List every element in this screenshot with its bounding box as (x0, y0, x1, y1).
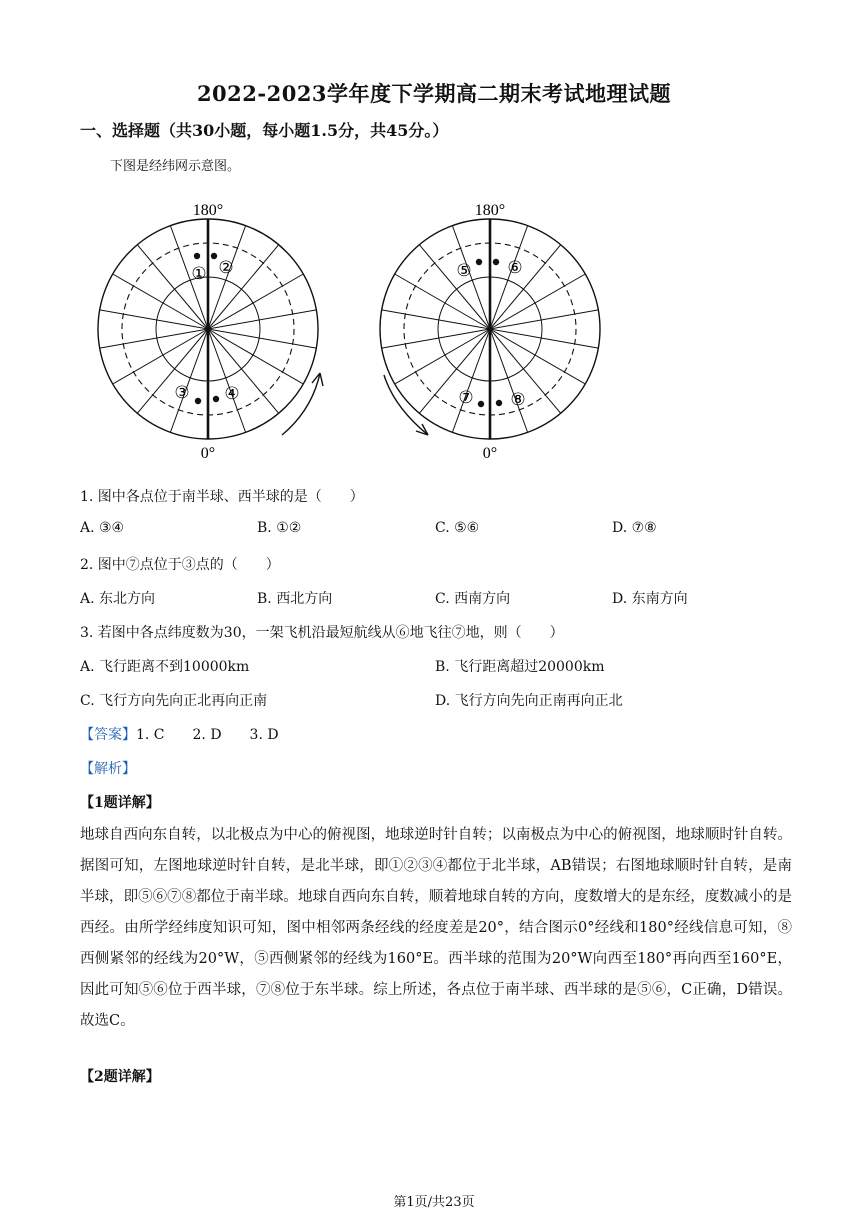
page-title: 2022-2023学年度下学期高二期末考试地理试题 (196, 81, 672, 106)
meridian-line (490, 245, 561, 329)
question-1-stem: 1. 图中各点位于南半球、西半球的是（ ） (80, 489, 364, 505)
page-footer: 第1页/共23页 (393, 1195, 475, 1210)
question-3-option-d: D. 飞行方向先向正南再向正北 (435, 693, 623, 709)
question-3-stem: 3. 若图中各点纬度数为30，一架飞机沿最短航线从⑥地飞往⑦地，则（ ） (80, 625, 564, 641)
left-point-dot (195, 398, 201, 404)
left-0-label: 0° (200, 445, 216, 462)
mark-3: ③ (174, 383, 190, 403)
question-2-option-c: C. 西南方向 (435, 591, 511, 607)
question-1-option-a: A. ③④ (80, 520, 125, 536)
detail-1-paragraph: 地球自西向东自转，以北极点为中心的俯视图，地球逆时针自转；以南极点为中心的俯视图，地球顺时针自转。据图可知，左图地球逆时针自转，是北半球，即①②③④都位于北半球，AB错误；右图地球顺时针自转，是南半球，即⑤⑥⑦⑧都位于南半球。地球自西向东自转，顺着地球自转的方向，度数增大的是东经，度数减小的是西经。由所学经纬度知识可知，图中相邻两条经线的经度差是20°，结合图示0°经线和180°经线信息可知，⑧西侧紧邻的经线为20°W，⑤西侧紧邻的经线为160°E。西半球的范围为20°W向西至180°再向西至160°E，因此可知⑤⑥位于西半球，⑦⑧位于东半球。综上所述，各点位于南半球、西半球的是⑤⑥，C正确，D错误。故选C。 (80, 827, 792, 1029)
mark-8: ⑧ (510, 390, 526, 410)
left-180-label: 180° (192, 202, 224, 219)
left-point-dot (194, 253, 200, 259)
mark-5: ⑤ (456, 261, 472, 281)
right-rotation-arrow (384, 375, 428, 435)
mark-4: ④ (224, 384, 240, 404)
mark-1: ① (191, 264, 207, 284)
question-3-option-a: A. 飞行距离不到10000km (80, 659, 250, 675)
right-point-dot (493, 259, 499, 265)
left-point-dot (213, 396, 219, 402)
answer-line (80, 724, 279, 744)
right-graticule-figure (372, 195, 612, 465)
question-1-option-c: C. ⑤⑥ (435, 520, 480, 536)
right-0-label: 0° (482, 445, 498, 462)
question-2-option-b: B. 西北方向 (257, 591, 333, 607)
question-2-option-d: D. 东南方向 (612, 591, 688, 607)
mark-2: ② (218, 258, 234, 278)
analysis-tag: 【解析】 (80, 761, 136, 777)
question-2-stem: 2. 图中⑦点位于③点的（ ） (80, 557, 280, 573)
detail-1-heading: 【1题详解】 (80, 795, 160, 811)
answer-text: 1. C 2. D 3. D (136, 727, 279, 743)
question-3-option-c: C. 飞行方向先向正北再向正南 (80, 693, 268, 709)
right-point-dot (496, 400, 502, 406)
left-point-dot (211, 253, 217, 259)
answer-tag: 【答案】 (80, 727, 136, 743)
question-3-option-b: B. 飞行距离超过20000km (435, 659, 605, 675)
meridian-line (419, 245, 490, 329)
question-1-option-b: B. ①② (257, 520, 302, 536)
section-heading: 一、选择题（共30小题，每小题1.5分，共45分。） (80, 121, 449, 140)
mark-6: ⑥ (507, 258, 523, 278)
detail-2-heading: 【2题详解】 (80, 1069, 160, 1085)
meridian-line (419, 329, 490, 413)
right-point-dot (478, 401, 484, 407)
right-180-label: 180° (474, 202, 506, 219)
mark-7: ⑦ (458, 388, 474, 408)
right-point-dot (476, 259, 482, 265)
left-graticule-figure (90, 195, 330, 465)
figure-intro: 下图是经纬网示意图。 (110, 159, 241, 174)
question-1-option-d: D. ⑦⑧ (612, 520, 657, 536)
question-2-option-a: A. 东北方向 (80, 591, 156, 607)
